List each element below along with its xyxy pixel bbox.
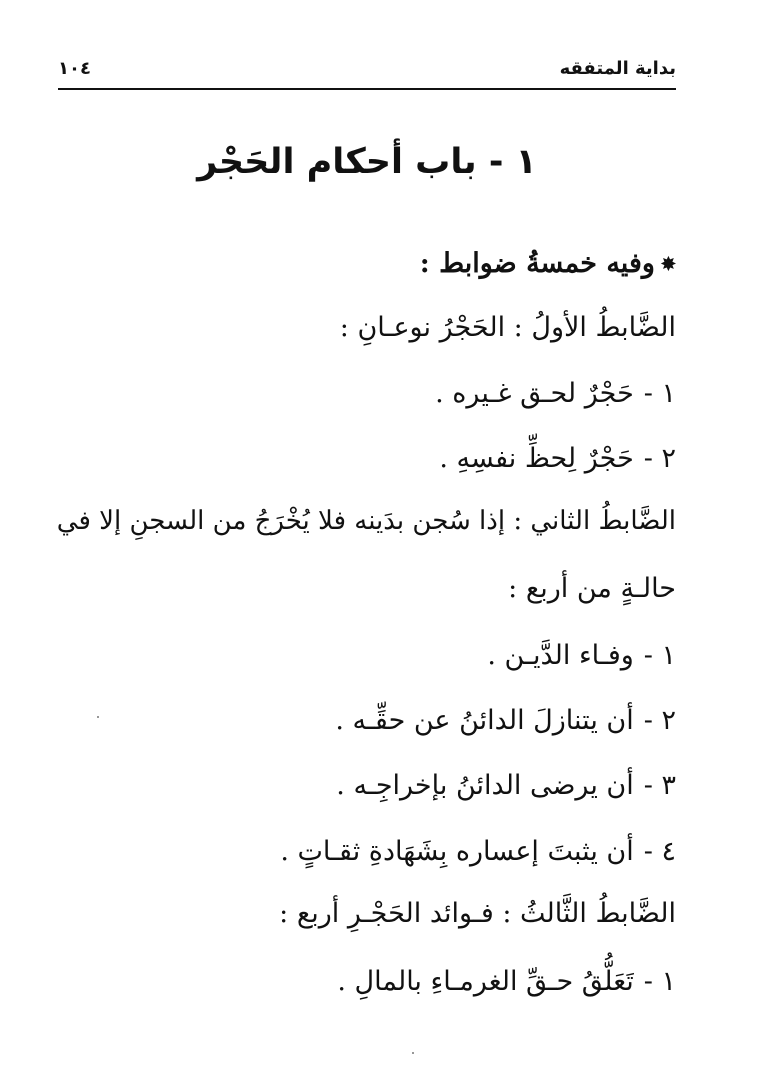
item-number: ٤ - bbox=[643, 836, 676, 867]
rule1-item-1 bbox=[435, 378, 676, 409]
rule1-heading: الضَّابطُ الأولُ : الحَجْرُ نوعـانِ : bbox=[339, 312, 676, 343]
item-text: حَجْرٌ لِحظِّ نفسِهِ . bbox=[439, 443, 634, 474]
scan-speck bbox=[97, 716, 99, 718]
item-number: ٢ - bbox=[643, 705, 676, 736]
item-number: ٣ - bbox=[643, 770, 676, 801]
rule2-heading-line2: حالـةٍ من أربع : bbox=[508, 573, 676, 604]
scan-speck bbox=[412, 1052, 414, 1054]
intro-line bbox=[420, 248, 676, 279]
item-text: تَعَلُّقُ حـقِّ الغرمـاءِ بالمالِ . bbox=[337, 966, 634, 997]
book-title: بداية المتفقه bbox=[559, 58, 676, 79]
rule2-item-4 bbox=[280, 836, 676, 867]
item-text: أن يتنازلَ الدائنُ عن حقِّـه . bbox=[335, 705, 634, 736]
chapter-title: ١ - باب أحكام الحَجْر bbox=[197, 142, 537, 182]
rule2-item-1 bbox=[487, 640, 676, 671]
intro-text: وفيه خمسةُ ضوابط : bbox=[419, 248, 655, 279]
running-header bbox=[58, 54, 676, 90]
rule3-item-1 bbox=[337, 966, 676, 997]
rule2-item-2 bbox=[335, 705, 676, 736]
item-number: ٢ - bbox=[643, 443, 676, 474]
item-number: ١ - bbox=[643, 378, 676, 409]
rule2-item-3 bbox=[336, 770, 676, 801]
item-text: أن يثبتَ إعساره بِشَهَادةِ ثقـاتٍ . bbox=[280, 836, 634, 867]
item-number: ١ - bbox=[643, 640, 676, 671]
item-text: أن يرضى الدائنُ بإخراجِـه . bbox=[336, 770, 634, 801]
rule2-heading-line1: الضَّابطُ الثاني : إذا سُجن بدَينه فلا يُخْرَجُ من السجنِ إلا في bbox=[56, 506, 676, 536]
item-text: وفـاء الدَّيـن . bbox=[487, 640, 634, 671]
item-number: ١ - bbox=[643, 966, 676, 997]
item-text: حَجْرٌ لحـق غـيره . bbox=[435, 378, 634, 409]
page-number: ١٠٤ bbox=[58, 58, 91, 79]
bullet-icon: ✸ bbox=[660, 254, 676, 275]
rule1-item-2 bbox=[439, 443, 676, 474]
rule3-heading: الضَّابطُ الثَّالثُ : فـوائد الحَجْـرِ أربع : bbox=[279, 898, 676, 929]
